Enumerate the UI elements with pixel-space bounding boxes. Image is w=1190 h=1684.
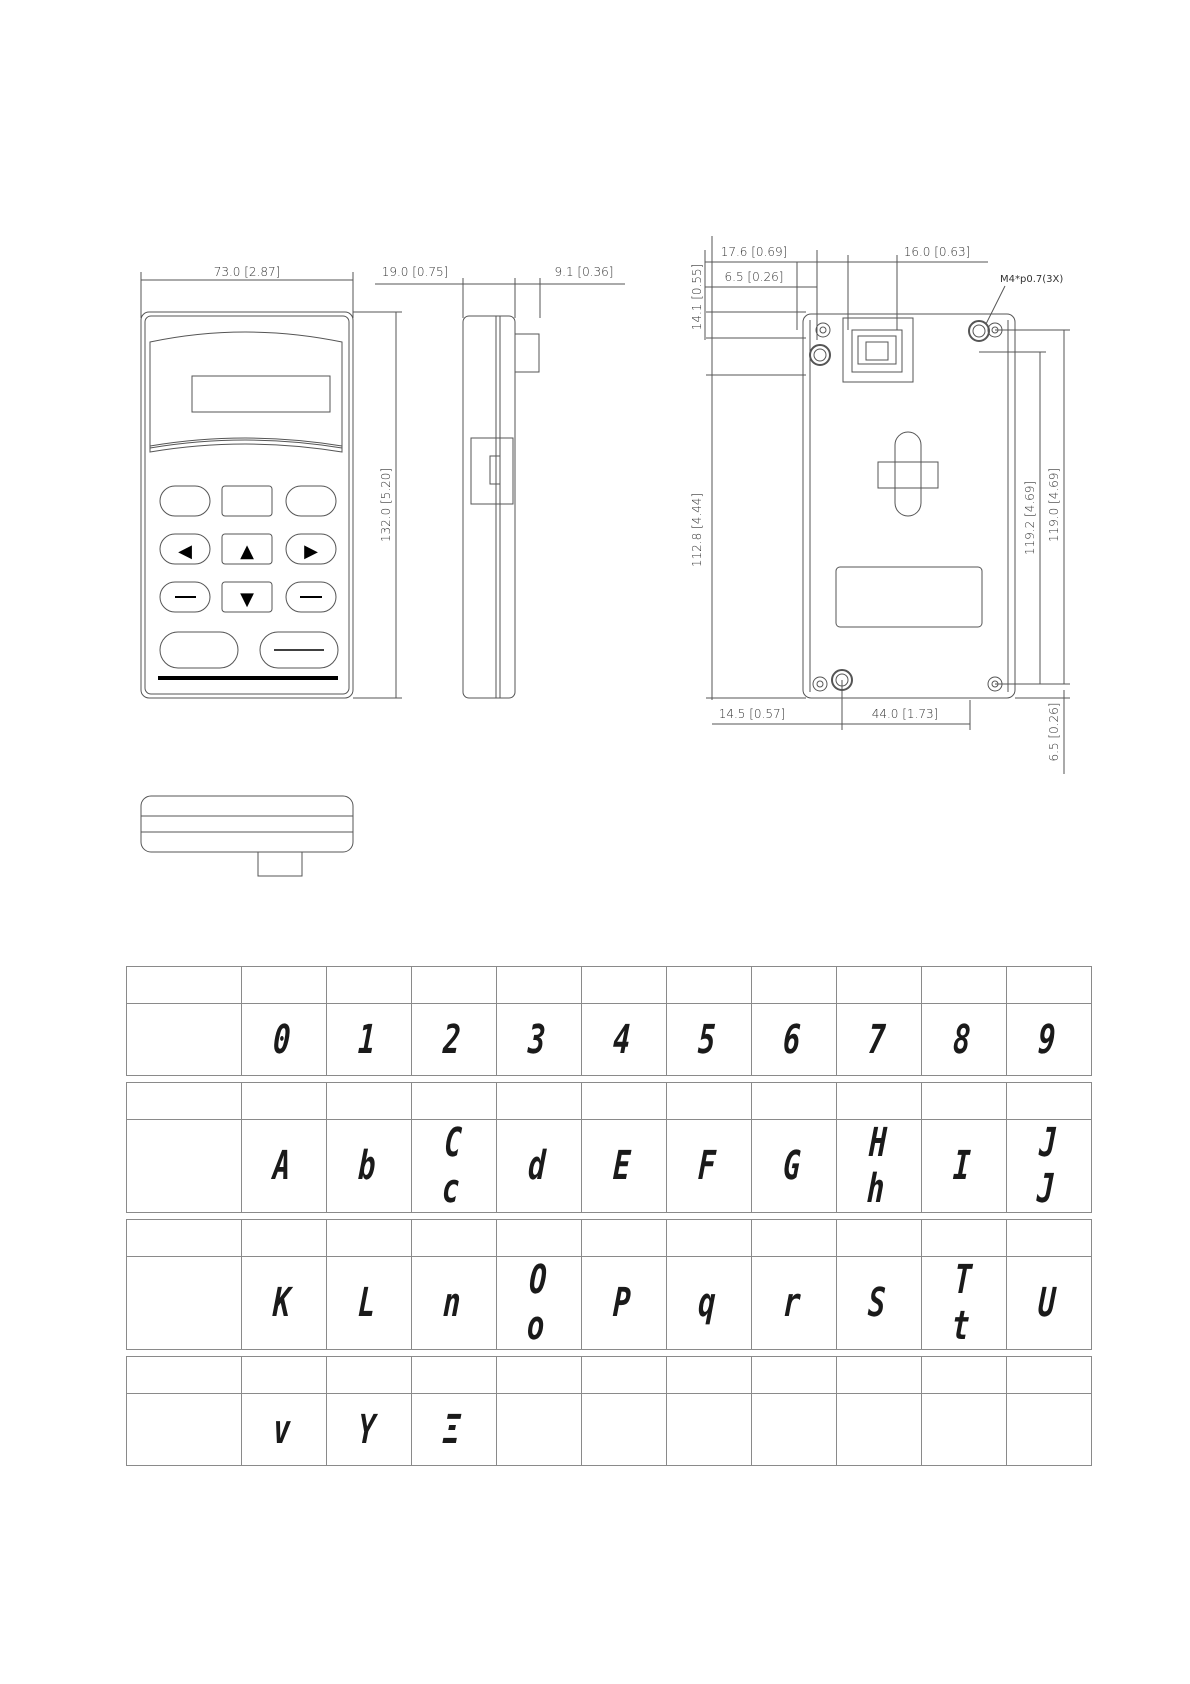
glyph-cell bbox=[412, 1004, 497, 1076]
mount-hole-bottom-left bbox=[813, 677, 827, 691]
dim-back-top-offset: 17.6 [0.69] bbox=[720, 245, 788, 259]
header-cell bbox=[497, 1357, 582, 1394]
header-cell bbox=[327, 1083, 412, 1120]
header-cell bbox=[1007, 967, 1092, 1004]
dim-back-bottom-right: 6.5 [0.26] bbox=[1047, 702, 1061, 762]
side-connector bbox=[515, 334, 539, 372]
seven-segment-glyph: 3 bbox=[527, 1016, 551, 1063]
glyph-cell bbox=[922, 1257, 1007, 1350]
header-cell bbox=[242, 1357, 327, 1394]
dim-back-left-height: 112.8 [4.44] bbox=[690, 492, 704, 568]
glyph-cell bbox=[837, 1394, 922, 1466]
glyph-cell bbox=[242, 1394, 327, 1466]
bottom-view bbox=[141, 796, 353, 876]
back-housing bbox=[803, 314, 1015, 698]
seven-segment-glyph: J J bbox=[1035, 1120, 1063, 1212]
header-cell bbox=[582, 1357, 667, 1394]
header-cell bbox=[752, 1220, 837, 1257]
left-arrow-icon: ◀ bbox=[178, 541, 192, 562]
glyph-cell bbox=[412, 1394, 497, 1466]
dim-back-bottom-span: 44.0 [1.73] bbox=[871, 707, 939, 721]
down-arrow-icon: ▼ bbox=[240, 589, 254, 610]
header-cell bbox=[327, 1357, 412, 1394]
header-cell bbox=[922, 1357, 1007, 1394]
glyph-cell bbox=[327, 1004, 412, 1076]
glyph-cell bbox=[582, 1394, 667, 1466]
header-cell bbox=[242, 967, 327, 1004]
seven-segment-glyph: F bbox=[697, 1143, 721, 1189]
header-cell bbox=[127, 1220, 242, 1257]
dim-screw-note: M4*p0.7(3X) bbox=[1000, 274, 1064, 285]
glyph-cell bbox=[412, 1120, 497, 1213]
dim-back-bottom-left: 14.5 [0.57] bbox=[718, 707, 786, 721]
seven-segment-glyph: O o bbox=[525, 1257, 553, 1349]
glyph-cell bbox=[242, 1257, 327, 1350]
seven-segment-glyph: 4 bbox=[612, 1016, 636, 1063]
seven-segment-glyph: T t bbox=[950, 1257, 978, 1349]
glyph-cell bbox=[127, 1394, 242, 1466]
glyph-cell bbox=[1007, 1120, 1092, 1213]
header-cell bbox=[922, 1083, 1007, 1120]
glyph-cell bbox=[752, 1004, 837, 1076]
glyph-cell bbox=[837, 1257, 922, 1350]
seven-segment-glyph: G bbox=[782, 1143, 806, 1189]
seven-segment-glyph: H h bbox=[865, 1120, 893, 1212]
header-cell bbox=[837, 1357, 922, 1394]
front-housing bbox=[141, 312, 353, 698]
glyph-cell bbox=[327, 1394, 412, 1466]
seven-segment-glyph: d bbox=[527, 1143, 551, 1189]
header-cell bbox=[127, 967, 242, 1004]
glyph-cell bbox=[582, 1257, 667, 1350]
header-cell bbox=[327, 967, 412, 1004]
header-cell bbox=[582, 1083, 667, 1120]
glyph-cell bbox=[127, 1004, 242, 1076]
glyph-cell bbox=[752, 1120, 837, 1213]
seven-segment-glyph: Y bbox=[357, 1406, 381, 1453]
glyph-cell bbox=[127, 1257, 242, 1350]
header-cell bbox=[752, 967, 837, 1004]
glyph-cell bbox=[497, 1004, 582, 1076]
dim-side-depth: 19.0 [0.75] bbox=[381, 265, 449, 279]
seven-segment-glyph: 6 bbox=[782, 1016, 806, 1063]
dim-front-height: 132.0 [5.20] bbox=[379, 467, 393, 543]
glyph-cell bbox=[667, 1257, 752, 1350]
glyph-cell bbox=[1007, 1257, 1092, 1350]
glyph-cell bbox=[327, 1120, 412, 1213]
key-left-top[interactable] bbox=[160, 486, 210, 516]
glyph-cell bbox=[1007, 1394, 1092, 1466]
seven-segment-glyph: Ξ bbox=[442, 1406, 466, 1453]
lcd-table-block bbox=[126, 1356, 1092, 1466]
header-cell bbox=[412, 1083, 497, 1120]
header-cell bbox=[327, 1220, 412, 1257]
key-bottom-left[interactable] bbox=[160, 632, 238, 668]
glyph-cell bbox=[582, 1120, 667, 1213]
side-view bbox=[375, 278, 625, 698]
glyph-cell bbox=[667, 1394, 752, 1466]
glyph-cell bbox=[922, 1120, 1007, 1213]
dim-back-right-inner: 119.2 [4.69] bbox=[1023, 480, 1037, 556]
dim-back-port-width: 16.0 [0.63] bbox=[903, 245, 971, 259]
label-plate bbox=[836, 567, 982, 627]
dim-connector-depth: 9.1 [0.36] bbox=[554, 265, 614, 279]
mount-hole-top-left bbox=[816, 323, 830, 337]
glyph-cell bbox=[922, 1394, 1007, 1466]
seven-segment-glyph: P bbox=[612, 1280, 636, 1326]
glyph-cell bbox=[752, 1394, 837, 1466]
glyph-cell bbox=[327, 1257, 412, 1350]
header-cell bbox=[242, 1220, 327, 1257]
display-window-frame bbox=[150, 332, 342, 448]
right-arrow-icon: ▶ bbox=[304, 541, 318, 562]
glyph-cell bbox=[1007, 1004, 1092, 1076]
back-view bbox=[705, 236, 1070, 774]
seven-segment-glyph: v bbox=[272, 1406, 296, 1453]
header-cell bbox=[582, 967, 667, 1004]
header-cell bbox=[922, 967, 1007, 1004]
glyph-cell bbox=[837, 1004, 922, 1076]
header-cell bbox=[412, 1220, 497, 1257]
seven-segment-glyph: 1 bbox=[357, 1016, 381, 1063]
seven-segment-glyph: E bbox=[612, 1143, 636, 1189]
seven-segment-glyph: I bbox=[952, 1143, 976, 1189]
header-cell bbox=[412, 1357, 497, 1394]
header-cell bbox=[497, 967, 582, 1004]
seven-segment-glyph: S bbox=[867, 1280, 891, 1326]
header-cell bbox=[242, 1083, 327, 1120]
lcd-table-block bbox=[126, 1219, 1092, 1350]
glyph-cell bbox=[582, 1004, 667, 1076]
seven-segment-glyph: L bbox=[357, 1280, 381, 1326]
header-cell bbox=[127, 1357, 242, 1394]
dim-back-hole-y: 14.1 [0.55] bbox=[690, 263, 704, 331]
seven-segment-glyph: 9 bbox=[1037, 1016, 1061, 1063]
header-cell bbox=[752, 1083, 837, 1120]
key-center-top[interactable] bbox=[222, 486, 272, 516]
seven-segment-glyph: 0 bbox=[272, 1016, 296, 1063]
header-cell bbox=[667, 1357, 752, 1394]
seven-segment-glyph: 8 bbox=[952, 1016, 976, 1063]
header-cell bbox=[752, 1357, 837, 1394]
glyph-cell bbox=[497, 1257, 582, 1350]
screw-hole-top-left bbox=[810, 345, 830, 365]
header-cell bbox=[667, 967, 752, 1004]
seven-segment-glyph: A bbox=[272, 1143, 296, 1189]
header-cell bbox=[497, 1220, 582, 1257]
glyph-cell bbox=[667, 1004, 752, 1076]
seven-segment-glyph: 7 bbox=[867, 1016, 891, 1063]
header-cell bbox=[412, 967, 497, 1004]
header-cell bbox=[667, 1220, 752, 1257]
glyph-cell bbox=[127, 1120, 242, 1213]
glyph-cell bbox=[497, 1120, 582, 1213]
seven-segment-glyph: 5 bbox=[697, 1016, 721, 1063]
glyph-cell bbox=[412, 1257, 497, 1350]
side-housing bbox=[463, 316, 515, 698]
header-cell bbox=[1007, 1083, 1092, 1120]
seven-segment-glyph: b bbox=[357, 1143, 381, 1189]
lcd-table-block bbox=[126, 966, 1092, 1076]
keyhole-slot bbox=[878, 462, 938, 488]
header-cell bbox=[837, 967, 922, 1004]
key-right-top[interactable] bbox=[286, 486, 336, 516]
header-cell bbox=[837, 1083, 922, 1120]
header-cell bbox=[922, 1220, 1007, 1257]
lcd-window bbox=[192, 376, 330, 412]
dim-front-width: 73.0 [2.87] bbox=[213, 265, 281, 279]
header-cell bbox=[667, 1083, 752, 1120]
dim-back-hole-x: 6.5 [0.26] bbox=[724, 270, 784, 284]
header-cell bbox=[1007, 1357, 1092, 1394]
seven-segment-glyph: C c bbox=[440, 1120, 468, 1212]
header-cell bbox=[1007, 1220, 1092, 1257]
glyph-cell bbox=[837, 1120, 922, 1213]
seven-segment-glyph: n bbox=[442, 1280, 466, 1326]
lcd-table-block bbox=[126, 1082, 1092, 1213]
dim-back-right-outer: 119.0 [4.69] bbox=[1047, 467, 1061, 543]
header-cell bbox=[497, 1083, 582, 1120]
seven-segment-glyph: q bbox=[697, 1280, 721, 1326]
glyph-cell bbox=[667, 1120, 752, 1213]
seven-segment-glyph: K bbox=[272, 1280, 296, 1326]
header-cell bbox=[582, 1220, 667, 1257]
front-view bbox=[141, 272, 402, 698]
lcd-character-table bbox=[126, 966, 1092, 1472]
glyph-cell bbox=[497, 1394, 582, 1466]
seven-segment-glyph: U bbox=[1037, 1280, 1061, 1326]
seven-segment-glyph: r bbox=[782, 1280, 806, 1326]
seven-segment-glyph: 2 bbox=[442, 1016, 466, 1063]
header-cell bbox=[127, 1083, 242, 1120]
glyph-cell bbox=[752, 1257, 837, 1350]
glyph-cell bbox=[242, 1120, 327, 1213]
glyph-cell bbox=[242, 1004, 327, 1076]
header-cell bbox=[837, 1220, 922, 1257]
glyph-cell bbox=[922, 1004, 1007, 1076]
up-arrow-icon: ▲ bbox=[240, 541, 254, 562]
